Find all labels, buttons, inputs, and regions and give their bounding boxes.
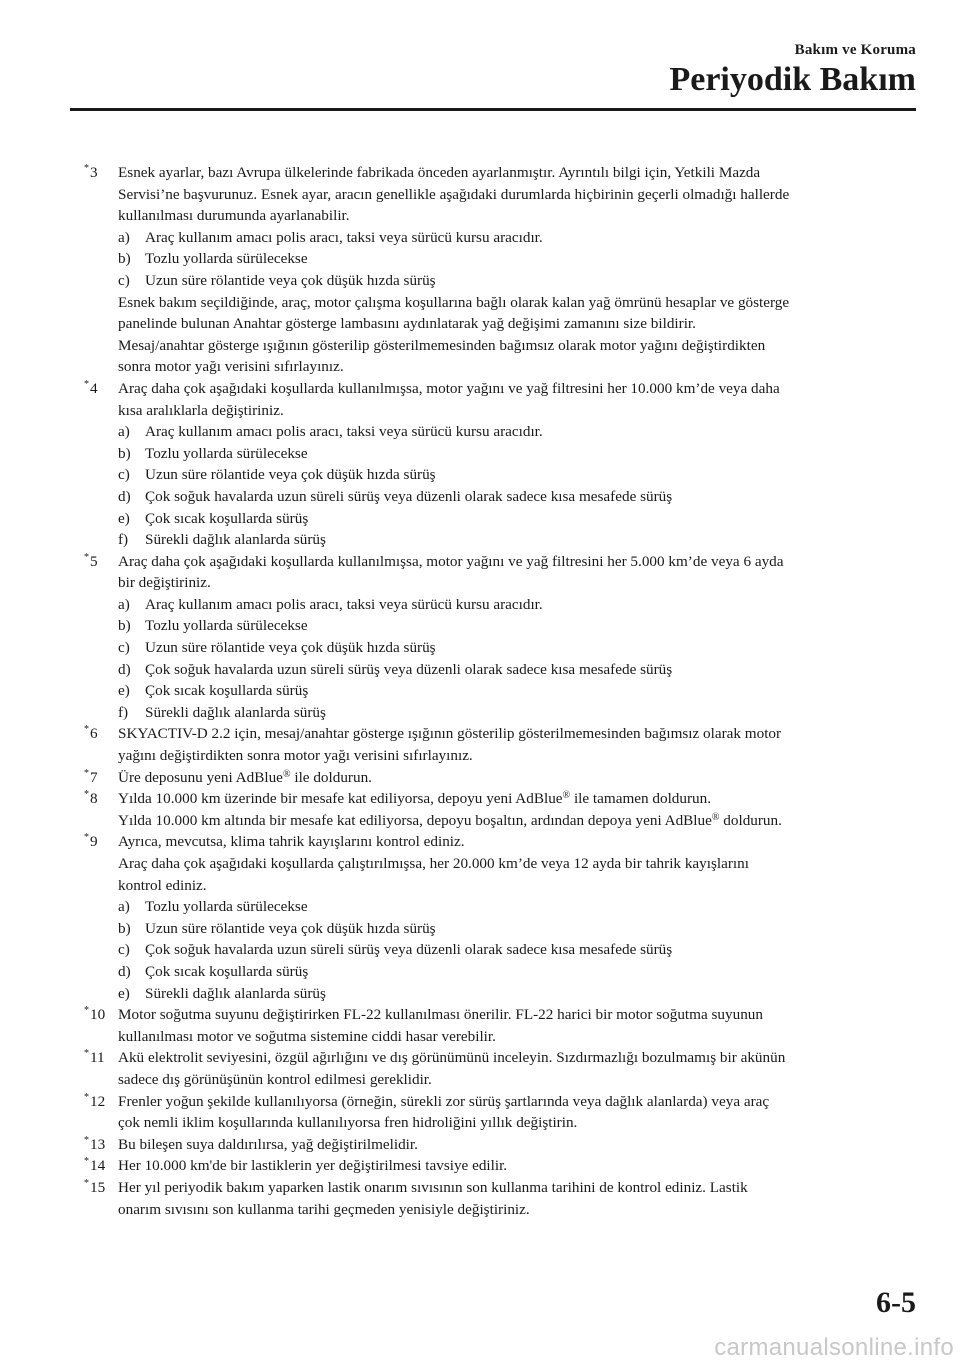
list-item-text: Araç kullanım amacı polis aracı, taksi veya sürücü kursu aracıdır. bbox=[145, 595, 543, 613]
footnote-asterisk: * bbox=[84, 789, 89, 801]
list-item-text: Sürekli dağlık alanlarda sürüş bbox=[145, 531, 326, 549]
footnote-text-line: Her yıl periyodik bakım yaparken lastik onarım sıvısının son kullanma tarihini de kontrol ediniz. Lastik bbox=[118, 1178, 748, 1196]
footnote-number: 5 bbox=[90, 552, 98, 570]
footnote-marker bbox=[84, 378, 98, 400]
text-segment: ile tamamen doldurun. bbox=[570, 790, 712, 808]
footnote-text-line: bir değiştiriniz. bbox=[118, 574, 211, 592]
list-item-label: d) bbox=[118, 660, 131, 678]
footnote bbox=[70, 831, 920, 1004]
list-item-label: e) bbox=[118, 682, 130, 700]
list-item-label: c) bbox=[118, 639, 130, 657]
footnote-marker bbox=[84, 788, 98, 810]
list-item bbox=[118, 918, 920, 940]
list-item-text: Çok sıcak koşullarda sürüş bbox=[145, 962, 309, 980]
list-item bbox=[118, 680, 920, 702]
footnote bbox=[70, 162, 920, 378]
page-title: Periyodik Bakım bbox=[669, 61, 916, 98]
list-item-label: e) bbox=[118, 984, 130, 1002]
text-segment: Yılda 10.000 km altında bir mesafe kat ediliyorsa, depoyu boşaltın, ardından depoya yeni AdBlue bbox=[118, 811, 712, 829]
footnote-text-line: Frenler yoğun şekilde kullanılıyorsa (örneğin, sürekli zor sürüş şartlarında veya dağlık alanlarda) veya araç bbox=[118, 1092, 770, 1110]
list-item-text: Araç kullanım amacı polis aracı, taksi veya sürücü kursu aracıdır. bbox=[145, 228, 543, 246]
list-item-label: b) bbox=[118, 919, 131, 937]
footnote-text-line: sonra motor yağı verisini sıfırlayınız. bbox=[118, 358, 344, 376]
footnotes-list bbox=[70, 162, 920, 1220]
footnote-text-line: Akü elektrolit seviyesini, özgül ağırlığını ve dış görünümünü inceleyin. Sızdırmazlığı bozulmamış bir akünün bbox=[118, 1049, 786, 1067]
footnote-text-line: SKYACTIV-D 2.2 için, mesaj/anahtar gösterge ışığının gösterilip gösterilmemesinden bağımsız olarak motor bbox=[118, 725, 782, 743]
list-item bbox=[118, 702, 920, 724]
footnote-marker bbox=[84, 162, 98, 184]
footnote-text-line: yağını değiştirdikten sonra motor yağı verisini sıfırlayınız. bbox=[118, 747, 473, 765]
list-item-label: c) bbox=[118, 941, 130, 959]
footnote-asterisk: * bbox=[84, 1048, 89, 1060]
footnote-text-line bbox=[118, 810, 920, 832]
list-item-label: c) bbox=[118, 466, 130, 484]
text-segment: ile doldurun. bbox=[290, 768, 372, 786]
footnote-marker bbox=[84, 1134, 105, 1156]
footnote-text-line: Esnek bakım seçildiğinde, araç, motor çalışma koşullarına bağlı olarak kalan yağ ömrünü hesaplar ve gösterge bbox=[118, 293, 790, 311]
section-title: Bakım ve Koruma bbox=[794, 42, 916, 58]
watermark: carmanualsonline.info bbox=[714, 1334, 954, 1361]
list-item bbox=[118, 939, 920, 961]
footnote-text-line: Bu bileşen suya daldırılırsa, yağ değiştirilmelidir. bbox=[118, 1135, 418, 1153]
footnote bbox=[70, 551, 920, 724]
list-item bbox=[118, 594, 920, 616]
list-item-label: c) bbox=[118, 271, 130, 289]
footnote bbox=[70, 378, 920, 551]
footnote-text-line bbox=[118, 767, 920, 789]
list-item-label: b) bbox=[118, 444, 131, 462]
footnote-marker bbox=[84, 551, 98, 573]
footnote-marker bbox=[84, 1004, 105, 1026]
footnote-number: 12 bbox=[90, 1092, 106, 1110]
list-item bbox=[118, 896, 920, 918]
footnote-asterisk: * bbox=[84, 724, 89, 736]
footnote-asterisk: * bbox=[84, 378, 89, 390]
footnote-text-line: Her 10.000 km'de bir lastiklerin yer değiştirilmesi tavsiye edilir. bbox=[118, 1157, 508, 1175]
list-item-label: e) bbox=[118, 509, 130, 527]
footnote-number: 14 bbox=[90, 1157, 106, 1175]
footnote-asterisk: * bbox=[84, 1091, 89, 1103]
list-item-text: Çok sıcak koşullarda sürüş bbox=[145, 509, 309, 527]
footnote-number: 9 bbox=[90, 833, 98, 851]
list-item bbox=[118, 961, 920, 983]
list-item-label: a) bbox=[118, 228, 130, 246]
footnote-marker bbox=[84, 1047, 105, 1069]
footnote-number: 3 bbox=[90, 164, 98, 181]
footnote-number: 15 bbox=[90, 1178, 106, 1196]
page-number: 6-5 bbox=[876, 1286, 916, 1319]
list-item bbox=[118, 443, 920, 465]
footnote bbox=[70, 1047, 920, 1090]
list-item bbox=[118, 486, 920, 508]
list-item-text: Araç kullanım amacı polis aracı, taksi veya sürücü kursu aracıdır. bbox=[145, 423, 543, 441]
footnote bbox=[70, 1134, 920, 1156]
list-item-text: Uzun süre rölantide veya çok düşük hızda sürüş bbox=[145, 639, 436, 657]
registered-mark: ® bbox=[562, 790, 571, 802]
list-item-text: Sürekli dağlık alanlarda sürüş bbox=[145, 984, 326, 1002]
list-item bbox=[118, 615, 920, 637]
header-rule bbox=[70, 108, 916, 111]
footnote-text-line bbox=[118, 788, 920, 810]
list-item bbox=[118, 464, 920, 486]
list-item-text: Tozlu yollarda sürülecekse bbox=[145, 898, 308, 916]
list-item-label: d) bbox=[118, 487, 131, 505]
list-item bbox=[118, 248, 920, 270]
list-item-label: a) bbox=[118, 898, 130, 916]
footnote-asterisk: * bbox=[84, 1177, 89, 1189]
footnote-text-line: Servisi’ne başvurunuz. Esnek ayar, aracın genellikle aşağıdaki durumlarda hiçbirinin geçerli olmadığı hallerde bbox=[118, 185, 790, 203]
footnote bbox=[70, 1091, 920, 1134]
list-item bbox=[118, 227, 920, 249]
footnote-number: 13 bbox=[90, 1135, 106, 1153]
text-segment: doldurun. bbox=[719, 811, 782, 829]
footnote-text-line: Araç daha çok aşağıdaki koşullarda kullanılmışsa, motor yağını ve yağ filtresini her 10.000 km’de veya daha bbox=[118, 379, 780, 397]
registered-mark: ® bbox=[711, 811, 720, 823]
footnote-number: 11 bbox=[90, 1049, 105, 1067]
list-item bbox=[118, 508, 920, 530]
list-item-text: Tozlu yollarda sürülecekse bbox=[145, 617, 308, 635]
list-item-text: Tozlu yollarda sürülecekse bbox=[145, 444, 308, 462]
footnote-text-line: kullanılması motor ve soğutma sistemine ciddi hasar verebilir. bbox=[118, 1027, 496, 1045]
footnote bbox=[70, 723, 920, 766]
list-item-text: Tozlu yollarda sürülecekse bbox=[145, 250, 308, 268]
footnote-text-line: panelinde bulunan Anahtar gösterge lambasını aydınlatarak yağ değişimi zamanını size bildirir. bbox=[118, 315, 696, 333]
list-item-label: b) bbox=[118, 617, 131, 635]
footnote-marker bbox=[84, 1091, 105, 1113]
list-item-text: Çok soğuk havalarda uzun süreli sürüş veya düzenli olarak sadece kısa mesafede sürüş bbox=[145, 487, 673, 505]
registered-mark: ® bbox=[282, 768, 291, 780]
footnote-text-line: sadece dış görünüşünün kontrol edilmesi gereklidir. bbox=[118, 1070, 432, 1088]
list-item-text: Uzun süre rölantide veya çok düşük hızda sürüş bbox=[145, 271, 436, 289]
list-item bbox=[118, 270, 920, 292]
footnote-text-line: onarım sıvısını son kullanma tarihi geçmeden yenisiyle değiştiriniz. bbox=[118, 1200, 530, 1218]
list-item-text: Çok sıcak koşullarda sürüş bbox=[145, 682, 309, 700]
footnote-text-line: Araç daha çok aşağıdaki koşullarda çalıştırılmışsa, her 20.000 km’de veya 12 ayda bir tahrik kayışlarını bbox=[118, 855, 749, 872]
list-item-text: Uzun süre rölantide veya çok düşük hızda sürüş bbox=[145, 466, 436, 484]
list-item-label: a) bbox=[118, 423, 130, 441]
list-item bbox=[118, 983, 920, 1005]
footnote-number: 8 bbox=[90, 790, 98, 808]
list-item-label: b) bbox=[118, 250, 131, 268]
list-item-label: f) bbox=[118, 703, 129, 721]
footnote-asterisk: * bbox=[84, 1005, 89, 1017]
list-item bbox=[118, 421, 920, 443]
list-item-text: Çok soğuk havalarda uzun süreli sürüş veya düzenli olarak sadece kısa mesafede sürüş bbox=[145, 660, 673, 678]
footnote-number: 7 bbox=[90, 768, 98, 786]
list-item bbox=[118, 659, 920, 681]
list-item bbox=[118, 637, 920, 659]
footnote-text-line: kullanılması durumunda ayarlanabilir. bbox=[118, 207, 350, 225]
footnote bbox=[70, 1004, 920, 1047]
footnote-number: 4 bbox=[90, 379, 98, 397]
footnote-marker bbox=[84, 831, 98, 853]
footnote bbox=[70, 788, 920, 831]
list-item-text: Çok soğuk havalarda uzun süreli sürüş veya düzenli olarak sadece kısa mesafede sürüş bbox=[145, 941, 673, 959]
footnote-number: 10 bbox=[90, 1006, 106, 1024]
footnote-text-line: Motor soğutma suyunu değiştirirken FL-22 kullanılması önerilir. FL-22 harici bir motor soğutma suyunun bbox=[118, 1006, 763, 1024]
footnote-asterisk: * bbox=[84, 832, 89, 844]
page-header bbox=[669, 42, 916, 99]
footnote-marker bbox=[84, 723, 98, 745]
footnote-text-line: Esnek ayarlar, bazı Avrupa ülkelerinde fabrikada önceden ayarlanmıştır. Ayrıntılı bilgi için, Yetkili Mazda bbox=[118, 164, 761, 181]
footnote-asterisk: * bbox=[84, 1156, 89, 1168]
footnote-asterisk: * bbox=[84, 1134, 89, 1146]
footnote bbox=[70, 1155, 920, 1177]
footnote-text-line: Araç daha çok aşağıdaki koşullarda kullanılmışsa, motor yağını ve yağ filtresini her 5.000 km’de veya 6 ayda bbox=[118, 552, 784, 570]
list-item-text: Sürekli dağlık alanlarda sürüş bbox=[145, 703, 326, 721]
footnote-asterisk: * bbox=[84, 551, 89, 563]
text-segment: Üre deposunu yeni AdBlue bbox=[118, 768, 283, 786]
list-item-text: Uzun süre rölantide veya çok düşük hızda sürüş bbox=[145, 919, 436, 937]
footnote-asterisk: * bbox=[84, 767, 89, 779]
footnote-text-line: Mesaj/anahtar gösterge ışığının gösterilip gösterilmemesinden bağımsız olarak motor yağını değiştirdikten bbox=[118, 336, 766, 354]
footnote-text-line: kontrol ediniz. bbox=[118, 876, 207, 894]
footnote-marker bbox=[84, 1177, 105, 1199]
footnote-text-line: çok nemli iklim koşullarında kullanılıyorsa fren hidroliğini yıllık değiştirin. bbox=[118, 1114, 578, 1132]
footnote-marker bbox=[84, 1155, 105, 1177]
footnote-text-line: kısa aralıklarla değiştiriniz. bbox=[118, 401, 284, 419]
footnote bbox=[70, 1177, 920, 1220]
list-item-label: f) bbox=[118, 531, 129, 549]
list-item-label: a) bbox=[118, 595, 130, 613]
footnote bbox=[70, 767, 920, 789]
list-item bbox=[118, 529, 920, 551]
footnote-asterisk: * bbox=[84, 163, 89, 174]
list-item-label: d) bbox=[118, 962, 131, 980]
footnote-number: 6 bbox=[90, 725, 98, 743]
text-segment: Yılda 10.000 km üzerinde bir mesafe kat ediliyorsa, depoyu yeni AdBlue bbox=[118, 790, 563, 808]
footnote-text-line: Ayrıca, mevcutsa, klima tahrik kayışlarını kontrol ediniz. bbox=[118, 833, 465, 851]
footnote-marker bbox=[84, 767, 98, 789]
